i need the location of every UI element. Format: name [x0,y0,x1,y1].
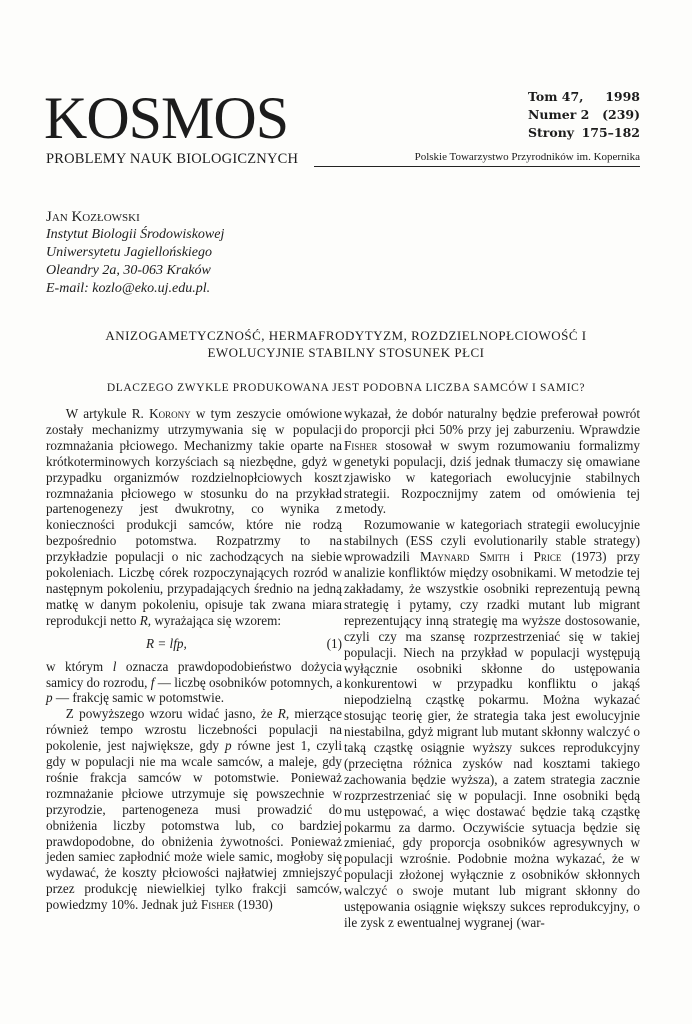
pages-row [528,124,640,142]
author-university: Uniwersytetu Jagiellońskiego [46,245,213,260]
author-institute: Instytut Biologii Środowiskowej [46,227,225,242]
paragraph: wykazał, że dobór naturalny będzie preferował powrót do proporcji płci 50% przy jej zaburzeniu. Wprawdzie Fisher stosował w swym rozumowaniu formalizmy genetyki populacji, dziś jednak tłumaczy się omawiane zjawisko w kategoriach ewolucyjnie stabilnych strategii. Rozpocznijmy zatem od omówienia tej metody. [344,406,640,517]
left-column [46,406,342,913]
author-reference: Korony [149,406,191,421]
society-name: Polskie Towarzystwo Przyrodników im. Kopernika [414,151,640,163]
equation-number: (1) [326,635,342,651]
section-title: DLACZEGO ZWYKLE PRODUKOWANA JEST PODOBNA LICZBA SAMCÓW I SAMIC? [106,382,586,394]
issue-info [528,88,640,142]
journal-logo: KOSMOS [44,85,289,151]
journal-subtitle: PROBLEMY NAUK BIOLOGICZNYCH [46,151,299,167]
author-reference: Maynard Smith [419,549,510,565]
masthead-rule [314,166,640,167]
article-title-line-2: EWOLUCYJNIE STABILNY STOSUNEK PŁCI [207,345,485,360]
number-value: (239) [602,107,640,122]
paragraph: W artykule R. Korony w tym zeszycie omówione zostały mechanizmy utrzymywania się w populacji rozmnażania płciowego. Mechanizmy takie oparte na krótkoterminowych korzyściach są niezbędne, gdyż w przypadku organizmów rozdzielnopłciowych koszt rozmnażania płciowego w stosunku do na przykład partenogenezy jest dwukrotny, co wynika z konieczności produkcji samców, które nie rodzą bezpośrednio potomstwa. Rozpatrzmy to na przykładzie populacji o nic zachodzących na siebie pokoleniach. Liczbę córek rozpoczynających rozród w następnym pokoleniu, przypadających średnio na jedną matkę w danym pokoleniu, opisuje tak zwana miara reprodukcji netto R, wyrażająca się wzorem: [46,406,342,628]
right-column [344,406,640,931]
equation-1 [46,629,342,659]
author-reference: Fisher [344,437,378,453]
article-title-line-1: ANIZOGAMETYCZNOŚĆ, HERMAFRODYTYZM, ROZDZIELNOPŁCIOWOŚĆ I [105,328,587,343]
equation-formula: R = lfp, [146,635,187,651]
pages-value: 175–182 [581,125,640,140]
paragraph: w którym l oznacza prawdopodobieństwo dożycia samicy do rozrodu, f — liczbę osobników potomnych, a p — frakcję samic w potomstwie. [46,658,342,706]
author-block [46,208,224,298]
author-name: Jan Kozłowski [46,209,140,225]
author-email: E-mail: kozlo@eko.uj.edu.pl. [46,281,211,296]
author-reference: Price [533,549,562,565]
volume-year: 1998 [605,89,640,104]
volume-row [528,88,640,106]
paragraph: Z powyższego wzoru widać jasno, że R, mierzące również tempo wzrostu liczebności populacji na pokolenie, jest największe, gdy p równe jest 1, czyli gdy w populacji nie ma wcale samców, a maleje, gdy rośnie frakcja samców w potomstwie. Ponieważ rozmnażanie płciowe utrzymuje się powszechnie w przyrodzie, partenogeneza musi prowadzić do obniżenia liczby potomstwa lub, co bardziej prawdopodobne, do obniżenia żywotności. Ponieważ jeden samiec zapłodnić może wiele samic, mogłoby się wydawać, że koszty płciowości najłatwiej zmniejszyć przez produkcję niewielkiej tylko frakcji samców, powiedzmy 10%. Jednak już Fisher (1930) [46,706,342,913]
pages-label: Strony [528,125,575,140]
volume-label: Tom 47, [528,89,584,104]
author-address: Oleandry 2a, 30-063 Kraków [46,263,211,278]
paragraph: Rozumowanie w kategoriach strategii ewolucyjnie stabilnych (ESS czyli evolutionarily stable strategy) wprowadzili Maynard Smith i Price (1973) przy analizie konfliktów między osobnikami. W metodzie tej zakładamy, że wszystkie osobniki reprezentują pewną strategię i pytamy, czy rzadki mutant lub migrant reprezentujący inną strategię ma wyższe dostosowanie, czyli czy ma szansę rozprzestrzeniać się w takiej populacji. Niech na przykład w populacji występują wyłącznie osobniki skłonne do ustępowania konkurentowi w przypadku konfliktu o jakąś niepodzielną cząstkę pokarmu. Można wykazać stosując teorię gier, że strategia taka jest ewolucyjnie niestabilna, gdyż migrant lub mutant skłonny walczyć o taką cząstkę osiągnie wyższy sukces reprodukcyjny (przeciętna różnica zysków nad kosztami takiego zachowania będzie wyższa), a zatem strategia zacznie rozprzestrzeniać się w populacji. Inne osobniki będą mu ustępować, a więc dostawać będzie taką cząstkę pokarmu za darmo. Oczywiście sytuacja będzie się zmieniać, gdy proporcja osobników agresywnych w populacji wzrośnie. Podobnie można wykazać, że w populacji złożonej wyłącznie z osobników skłonnych walczyć o swoje mutant lub migrant skłonny do ustępowania osiągnie większy sukces reprodukcyjny, o ile zysk z ewentualnej wygranej (war- [344,517,641,930]
number-label: Numer 2 [528,107,590,122]
article-title [60,327,632,361]
number-row [528,106,640,124]
author-reference: Fisher [200,897,235,913]
